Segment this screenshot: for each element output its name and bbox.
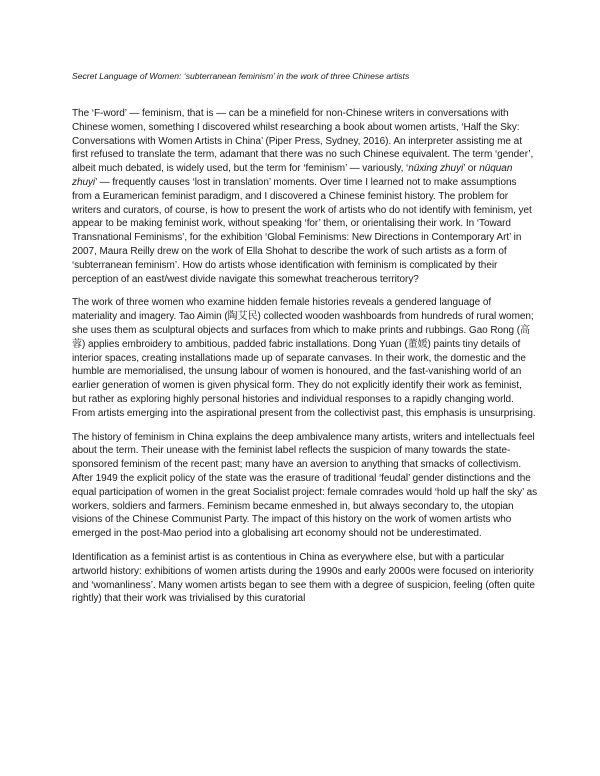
paragraph-4-text: Identification as a feminist artist is as contentious in China as everywhere else, but with a particular artworld history: exhibitions of women artists during the 1990s and early 2000s were focused on interiority and ‘womanliness’. Many women artists began to see them with a degree of suspicion, feeling (often quite rightly) that their work was trivialised by this curatorial <box>72 551 535 605</box>
paragraph-1-text-c: ’ — frequently causes ‘lost in translation’ moments. Over time I learned not to make assumptions from a Euramerican feminist paradigm, and I discovered a Chinese feminist history. The problem for writers and curators, of course, is how to present the work of artists who do not identify with feminism, yet appear to be making feminist work, without speaking ‘for’ them, or orientalising their work. In ‘Toward Transnational Feminisms’, for the exhibition ‘Global Feminisms: New Directions in Contemporary Art’ in 2007, Maura Reilly drew on the work of Ella Shohat to describe the work of such artists as a form of ‘subterranean feminism’. How do artists whose identification with feminism is complicated by their perception of an east/west divide navigate this somewhat treacherous territory? <box>72 176 532 285</box>
paragraph-1-text-b: ’ or <box>463 163 480 175</box>
paragraph-1 <box>72 107 538 286</box>
paragraph-3-text: The history of feminism in China explains the deep ambivalence many artists, writers and intellectuals feel about the term. Their unease with the feminist label reflects the suspicion of many towards the state-sponsored feminism of the recent past; many have an aversion to anything that smacks of collectivism. After 1949 the explicit policy of the state was the erasure of traditional ‘feudal’ gender distinctions and the equal participation of women in the great Socialist project: female comrades would ‘hold up half the sky’ as workers, soldiers and farmers. Feminism became enmeshed in, but always secondary to, the utopian visions of the Chinese Communist Party. The impact of this history on the work of women artists who emerged in the post-Mao period into a globalising art economy should not be underestimated. <box>72 431 538 540</box>
document-page <box>72 70 538 616</box>
paragraph-1-text-a: The ‘F-word’ — feminism, that is — can be a minefield for non-Chinese writers in conversations with Chinese women, something I discovered whilst researching a book about women artists, ‘Half the Sky: Conversations with Women Artists in China’ (Piper Press, Sydney, 2016). An interpreter assisting me at first refused to translate the term, adamant that there was no such Chinese equivalent. The term ‘gender’, albeit much debated, is widely used, but the term for ‘feminism’ — variously, ‘ <box>72 108 534 175</box>
paragraph-1-term-nuxing: nüxing zhuyi <box>408 163 464 175</box>
paragraph-4 <box>72 551 538 606</box>
paragraph-1-term-nuquan: nüquan zhuyi <box>72 163 513 188</box>
paragraph-2 <box>72 296 538 420</box>
document-title: Secret Language of Women: ‘subterranean feminism’ in the work of three Chinese artists <box>72 71 410 81</box>
paragraph-2-text: The work of three women who examine hidden female histories reveals a gendered language of materiality and imagery. Tao Aimin (陶艾民) collected wooden washboards from hundreds of rural women; she uses them as sculptural objects and surfaces from which to make prints and rubbings. Gao Rong (高蓉) applies embroidery to ambitious, padded fabric installations. Dong Yuan (董媛) paints tiny details of interior spaces, creating installations made up of separate canvases. In their work, the domestic and the humble are memorialised, the unsung labour of women is honoured, and the fast-vanishing world of an earlier generation of women is given physical form. They do not explicitly identify their work as feminist, but rather as exploring highly personal histories and individual responses to a rapidly changing world. From artists emerging into the aspirational present from the collectivist past, this emphasis is unsurprising. <box>72 297 536 419</box>
paragraph-3 <box>72 431 538 541</box>
